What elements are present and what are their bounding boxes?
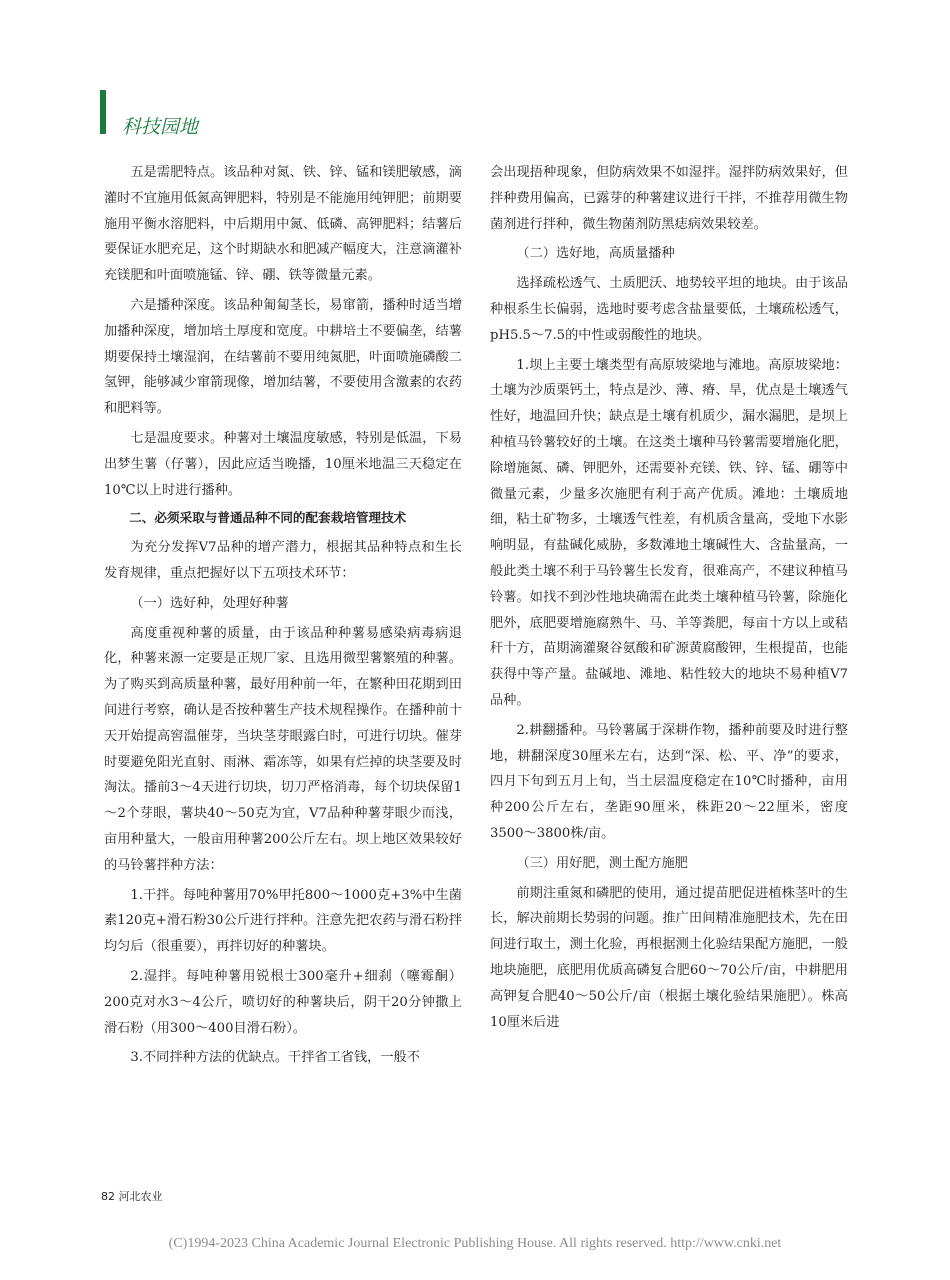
subsection-heading: （三）用好肥，测土配方施肥 <box>516 855 688 871</box>
section-label: 科技园地 <box>122 116 199 138</box>
paragraph: 选择疏松透气、土质肥沃、地势较平坦的地块。由于该品种根系生长偏弱，选地时要考虑含盐量要低，土壤疏松透气，pH5.5～7.5的中性或弱酸性的地块。 <box>490 276 848 343</box>
paragraph: 2.湿拌。每吨种薯用锐根士300毫升+细刹（噻霉酮）200克对水3～4公斤，喷切好的种薯块后，阴干20分钟撒上滑石粉（用300～400目滑石粉）。 <box>104 968 462 1036</box>
subsection-heading: （二）选好地，高质量播种 <box>516 246 675 262</box>
paragraph: 1.干拌。每吨种薯用70%甲托800～1000克+3%中生菌素120克+滑石粉30公斤进行拌种。注意先把农药与滑石粉拌均匀后（很重要），再拌切好的种薯块。 <box>104 887 462 955</box>
right-column <box>490 160 848 1035</box>
section-heading: 二、必须采取与普通品种不同的配套栽培管理技术 <box>129 510 407 526</box>
page-footer: 82 河北农业 <box>101 1190 163 1203</box>
paragraph: 六是播种深度。该品种匍匐茎长，易窜箭，播种时适当增加播种深度，增加培土厚度和宽度。中耕培土不要偏垄，结薯期要保持土壤湿润，在结薯前不要用纯氮肥，叶面喷施磷酸二氢钾，能够减少窜箭现像，增加结薯，不要使用含激素的农药和肥料等。 <box>104 297 462 417</box>
paragraph: 七是温度要求。种薯对土壤温度敏感，特别是低温，下易出梦生薯（仔薯），因此应适当晚播，10厘米地温三天稳定在10℃以上时进行播种。 <box>104 430 462 498</box>
paragraph: 1.坝上主要土壤类型有高原坡梁地与滩地。高原坡梁地：土壤为沙质栗钙土，特点是沙、薄、瘠、旱，优点是土壤透气性好，地温回升快；缺点是土壤有机质少，漏水漏肥，是坝上种植马铃薯较好的土壤。在这类土壤种马铃薯需要增施化肥，除增施氮、磷、钾肥外，还需要补充镁、铁、锌、锰、硼等中微量元素，少量多次施肥有利于高产优质。滩地：土壤质地细，粘土矿物多，土壤透气性差，有机质含量高，受地下水影响明显，有盐碱化威胁，多数滩地土壤碱性大、含盐量高，一般此类土壤不利于马铃薯生长发育，很难高产，不建议种植马铃薯。如找不到沙性地块确需在此类土壤种植马铃薯，除施化肥外，底肥要增施腐熟牛、马、羊等粪肥，每亩十方以上或秸秆十方，苗期滴灌聚谷氨酸和矿源黄腐酸钾，生根提苗，也能获得中等产量。盐碱地、滩地、粘性较大的地块不易种植V7品种。 <box>490 357 848 708</box>
paragraph: 2.耕翻播种。马铃薯属于深耕作物，播种前要及时进行整地，耕翻深度30厘米左右，达到“深、松、平、净”的要求，四月下旬到五月上旬，当土层温度稳定在10℃时播种，亩用种200公斤左右，垄距90厘米，株距20～22厘米，密度3500～3800株/亩。 <box>490 722 848 841</box>
paragraph: 会出现捂种现象，但防病效果不如湿拌。湿拌防病效果好，但拌种费用偏高，已露芽的种薯建议进行干拌，不推荐用微生物菌剂进行拌种，微生物菌剂防黑痣病效果较差。 <box>490 165 848 232</box>
left-column <box>104 160 462 1071</box>
paragraph: 3.不同拌种方法的优缺点。干拌省工省钱，一般不 <box>130 1050 420 1066</box>
copyright-notice: (C)1994-2023 China Academic Journal Electronic Publishing House. All rights reserved. http://www.cnki.net <box>168 1236 782 1251</box>
paragraph: 前期注重氮和磷肥的使用，通过提苗肥促进植株茎叶的生长，解决前期长势弱的问题。推广田间精准施肥技术，先在田间进行取土，测土化验，再根据测土化验结果配方施肥，一般地块施肥，底肥用优质高磷复合肥60～70公斤/亩，中耕肥用高钾复合肥40～50公斤/亩（根据土壤化验结果施肥）。株高10厘米后进 <box>490 885 848 1030</box>
paragraph: 五是需肥特点。该品种对氮、铁、锌、锰和镁肥敏感，滴灌时不宜施用低氮高钾肥料，特别是不能施用纯钾肥；前期要施用平衡水溶肥料，中后期用中氮、低磷、高钾肥料；结薯后要保证水肥充足，这个时期缺水和肥减产幅度大，注意滴灌补充镁肥和叶面喷施锰、锌、硼、铁等微量元素。 <box>104 165 462 284</box>
header-accent-bar <box>100 90 106 134</box>
paragraph: 为充分发挥V7品种的增产潜力，根据其品种特点和生长发育规律，重点把握好以下五项技术环节： <box>104 540 462 581</box>
paragraph: 高度重视种薯的质量，由于该品种种薯易感染病毒病退化，种薯来源一定要是正规厂家、且选用微型薯繁殖的种薯。为了购买到高质量种薯，最好用种前一年，在繁种田花期到田间进行考察，确认是否按种薯生产技术规程操作。在播种前十天开始提高窖温催芽，当块茎芽眼露白时，可进行切块。催芽时要避免阳光直射、雨淋、霜冻等，如果有烂掉的块茎要及时淘汰。播前3～4天进行切块，切刀严格消毒，每个切块保留1～2个芽眼，薯块40～50克为宜，V7品种种薯芽眼少而浅，亩用种量大，一般亩用种薯200公斤左右。坝上地区效果较好的马铃薯拌种方法： <box>104 625 462 873</box>
subsection-heading: （一）选好种，处理好种薯 <box>130 595 289 611</box>
